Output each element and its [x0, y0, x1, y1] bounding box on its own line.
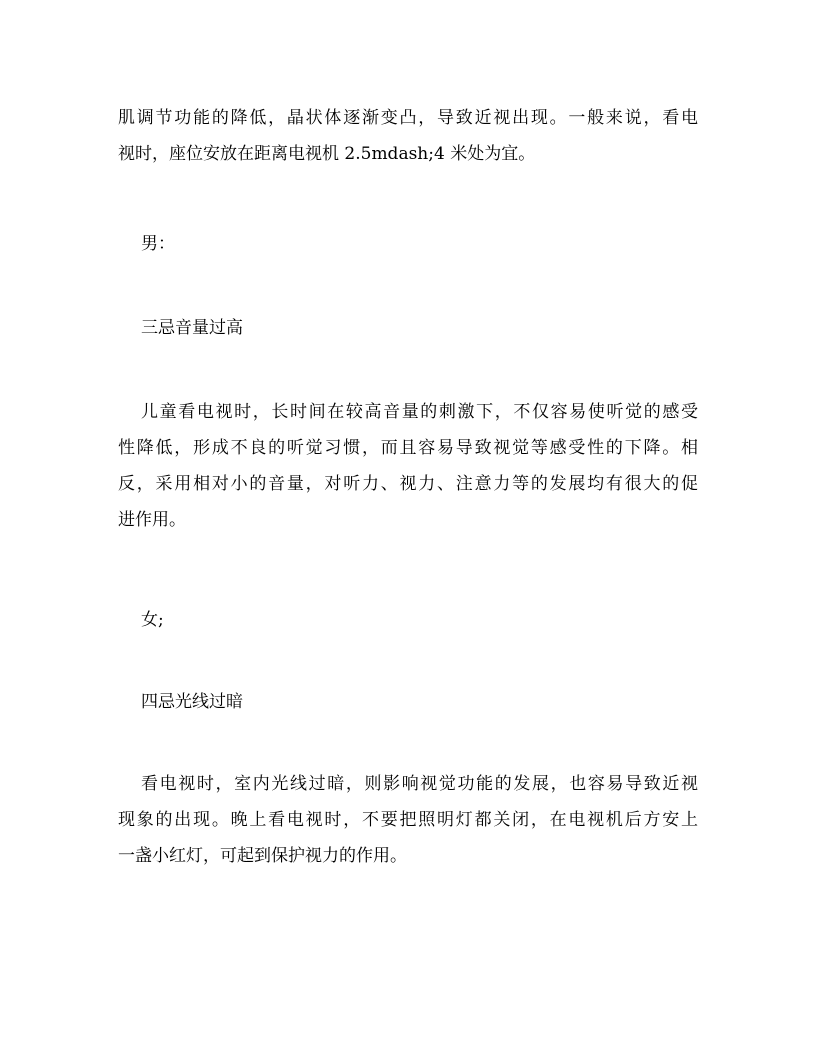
- text-line: 视时，座位安放在距离电视机 2.5mdash;4 米处为宜。: [118, 144, 536, 164]
- text-line: 肌调节功能的降低，晶状体逐渐变凸，导致近视出现。一般来说，看电: [118, 108, 698, 128]
- paragraph-light: [118, 766, 698, 874]
- text-line: 女;: [141, 610, 164, 630]
- section-heading-volume: [118, 310, 698, 346]
- paragraph-volume: [118, 394, 698, 538]
- paragraph-male-label: [118, 226, 698, 262]
- section-heading-light: [118, 684, 698, 720]
- text-line: 现象的出现。晚上看电视时，不要把照明灯都关闭，在电视机后方安上: [118, 810, 698, 830]
- text-line: 一盏小红灯，可起到保护视力的作用。: [118, 846, 407, 866]
- text-line: 反，采用相对小的音量，对听力、视力、注意力等的发展均有很大的促: [118, 474, 698, 494]
- text-line: 男：: [141, 234, 175, 254]
- paragraph-myopia-distance: [118, 100, 698, 172]
- text-line: 儿童看电视时，长时间在较高音量的刺激下，不仅容易使听觉的感受: [141, 402, 698, 422]
- section-heading: 四忌光线过暗: [141, 692, 243, 712]
- paragraph-female-label: [118, 602, 698, 638]
- text-line: 进作用。: [118, 510, 186, 530]
- text-line: 看电视时，室内光线过暗，则影响视觉功能的发展，也容易导致近视: [141, 774, 698, 794]
- section-heading: 三忌音量过高: [141, 318, 243, 338]
- text-line: 性降低，形成不良的听觉习惯，而且容易导致视觉等感受性的下降。相: [118, 438, 698, 458]
